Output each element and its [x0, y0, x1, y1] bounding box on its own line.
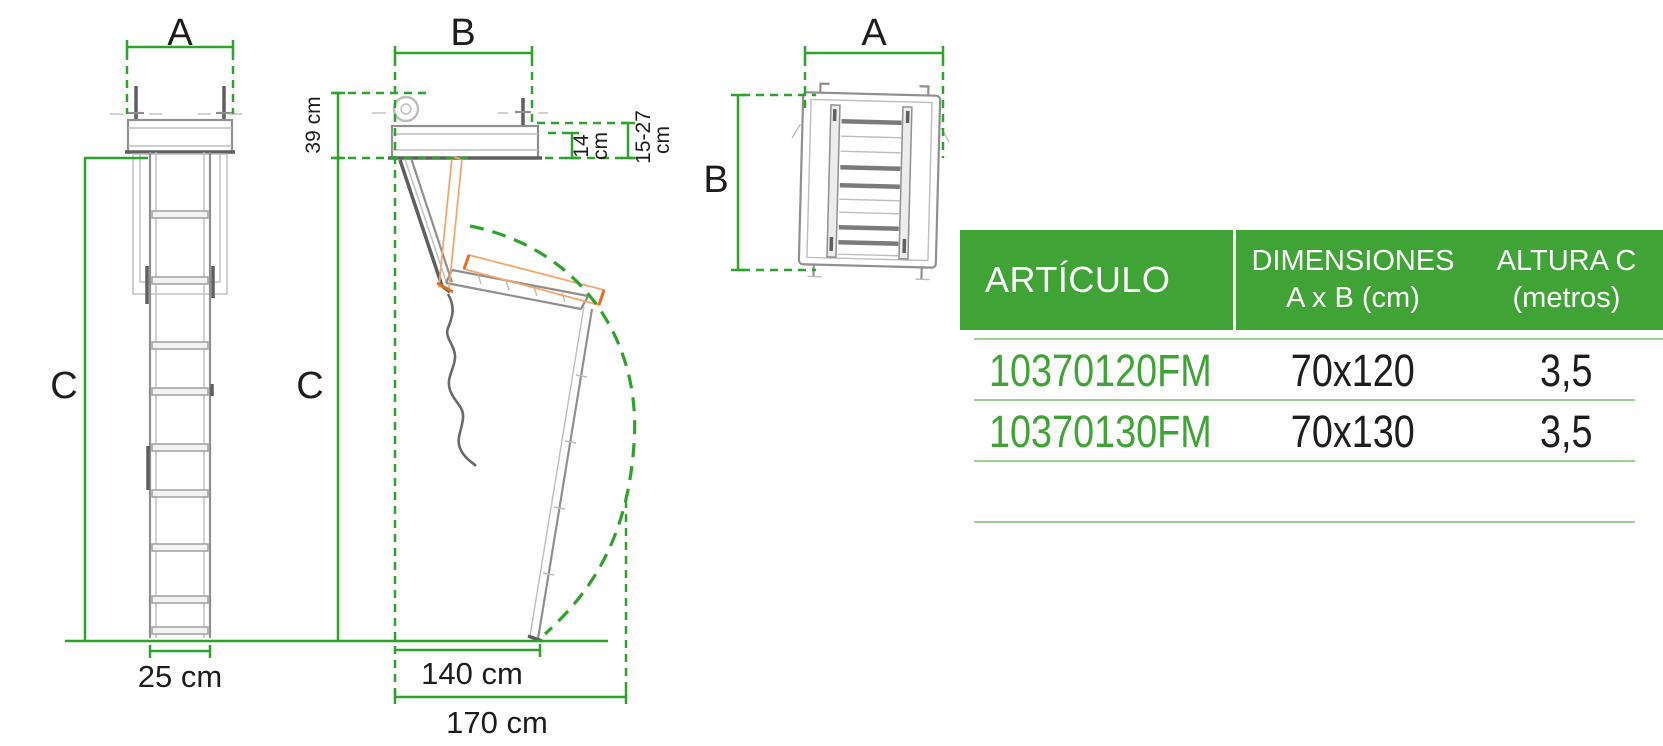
column-header-dimensiones-line1: DIMENSIONES — [1251, 244, 1455, 277]
side-dim-1527-unit: cm — [651, 126, 674, 154]
side-spring-curl — [394, 97, 418, 121]
table-row — [974, 340, 1663, 401]
side-section-2 — [446, 270, 588, 309]
table-row-empty — [974, 462, 1663, 523]
side-dim-14-value: 14 — [570, 134, 593, 158]
front-dim-a-label: A — [167, 12, 193, 54]
cell-altura: 3,5 — [1540, 344, 1593, 396]
cell-articulo: 10370130FM — [989, 405, 1212, 457]
column-header-altura-line2: (metros) — [1512, 282, 1621, 314]
swing-arc — [470, 226, 635, 634]
cell-articulo: 10370120FM — [989, 344, 1212, 396]
front-dim-base-label: 25 cm — [137, 659, 223, 694]
side-dim-39cm-label: 39 cm — [302, 96, 325, 154]
cell-dimensiones: 70x130 — [1290, 405, 1416, 457]
side-section-1 — [400, 160, 442, 286]
side-hatch-box — [392, 126, 538, 158]
table-row — [974, 401, 1663, 462]
side-chain — [447, 294, 476, 466]
column-header-altura — [1470, 230, 1663, 330]
side-dim-14-unit: cm — [589, 132, 612, 160]
side-dim-1527-value: 15-27 — [632, 110, 655, 164]
row-separator — [974, 521, 1635, 523]
side-dim-170cm-label: 170 cm — [446, 705, 548, 740]
side-section-3 — [528, 306, 592, 641]
side-dim-140cm-label: 140 cm — [421, 656, 523, 691]
spec-table-header — [960, 230, 1663, 330]
column-header-articulo-label: ARTÍCULO — [985, 259, 1171, 300]
column-header-articulo — [960, 230, 1236, 330]
column-header-dimensiones-line2: A x B (cm) — [1286, 282, 1420, 314]
front-hatch-box — [128, 120, 232, 152]
side-view-drawing — [372, 97, 604, 641]
top-dim-b-label: B — [703, 159, 729, 201]
top-view-drawing — [788, 83, 950, 280]
top-dim-a-label: A — [861, 12, 887, 54]
column-header-dimensiones — [1236, 230, 1470, 330]
cell-dimensiones: 70x120 — [1290, 344, 1416, 396]
side-dim-c-label: C — [296, 365, 324, 407]
spec-table-body — [974, 338, 1663, 523]
column-header-altura-line1: ALTURA C — [1496, 244, 1637, 277]
cell-altura: 3,5 — [1540, 405, 1593, 457]
front-view-drawing — [110, 86, 242, 638]
front-dim-c-label: C — [50, 365, 78, 407]
side-dim-b-label: B — [450, 12, 476, 54]
